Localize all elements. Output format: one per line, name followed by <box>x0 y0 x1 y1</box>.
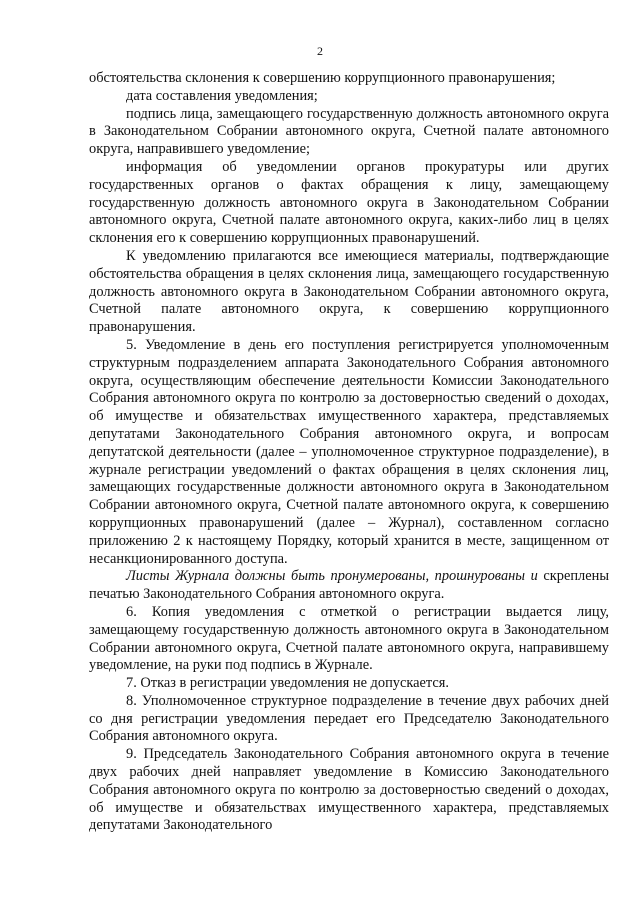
paragraph-9: 7. Отказ в регистрации уведомления не допускается. <box>126 675 449 692</box>
paragraph-1: обстоятельства склонения к совершению коррупционного правонарушения; <box>89 70 556 86</box>
paragraph-7 <box>89 568 609 604</box>
paragraph-7-rest: скреплены печатью Законодательного Собрания автономного округа. <box>89 568 609 603</box>
document-body <box>89 70 609 835</box>
paragraph-11: 9. Председатель Законодательного Собрания автономного округа в течение двух рабочих дней направляет уведомление в Комиссию Законодательного Собрания автономного округа по контролю за достоверностью сведений о доходах, об имуществе и обязательствах имущественного характера, представляемых депутатами Законодательного <box>89 746 609 834</box>
paragraph-5: К уведомлению прилагаются все имеющиеся материалы, подтверждающие обстоятельства обращения в целях склонения лица, замещающего государственную должность автономного округа в Законодательном Собрании автономного округа, Счетной палате автономного округа, к совершению коррупционного правонарушения. <box>89 247 609 336</box>
paragraph-8: 6. Копия уведомления с отметкой о регистрации выдается лицу, замещающему государственную должность автономного округа в Законодательном Собрании автономного округа, Счетной палате автономного округа, направившему уведомление, на руки под подпись в Журнале. <box>89 603 609 674</box>
paragraph-3: подпись лица, замещающего государственную должность автономного округа в Законодательном Собрании автономного округа, Счетной палате автономного округа, направившего уведомление; <box>89 105 609 158</box>
page-number: 2 <box>317 44 323 58</box>
paragraph-2: дата составления уведомления; <box>126 87 318 104</box>
paragraph-7-italic-lead: Листы Журнала должны быть пронумерованы, прошнурованы и <box>126 568 538 585</box>
paragraph-10: 8. Уполномоченное структурное подразделение в течение двух рабочих дней со дня регистрации уведомления передает его Председателю Законодательного Собрания автономного округа. <box>89 692 609 745</box>
paragraph-4: информация об уведомлении органов прокуратуры или других государственных органов о фактах обращения к лицу, замещающему государственную должность автономного округа в Законодательном Собрании автономного округа, Счетной палате автономного округа, каких-либо лиц в целях склонения его к совершению коррупционных правонарушений. <box>89 158 609 247</box>
paragraph-6: 5. Уведомление в день его поступления регистрируется уполномоченным структурным подразделением аппарата Законодательного Собрания автономного округа, осуществляющим обеспечение деятельности Комиссии Законодательного Собрания автономного округа по контролю за достоверностью сведений о доходах, об имуществе и обязательствах имущественного характера, представляемых депутатами Законодательного Собрания автономного округа, и вопросам депутатской деятельности (далее – уполномоченное структурное подразделение), в журнале регистрации уведомлений о фактах обращения в целях склонения лиц, замещающих государственные должности автономного округа в Законодательном Собрании автономного округа, Счетной палате автономного округа, к совершению коррупционных правонарушений (далее – Журнал), составленном согласно приложению 2 к настоящему Порядку, который хранится в месте, защищенном от несанкционированного доступа. <box>89 336 609 567</box>
